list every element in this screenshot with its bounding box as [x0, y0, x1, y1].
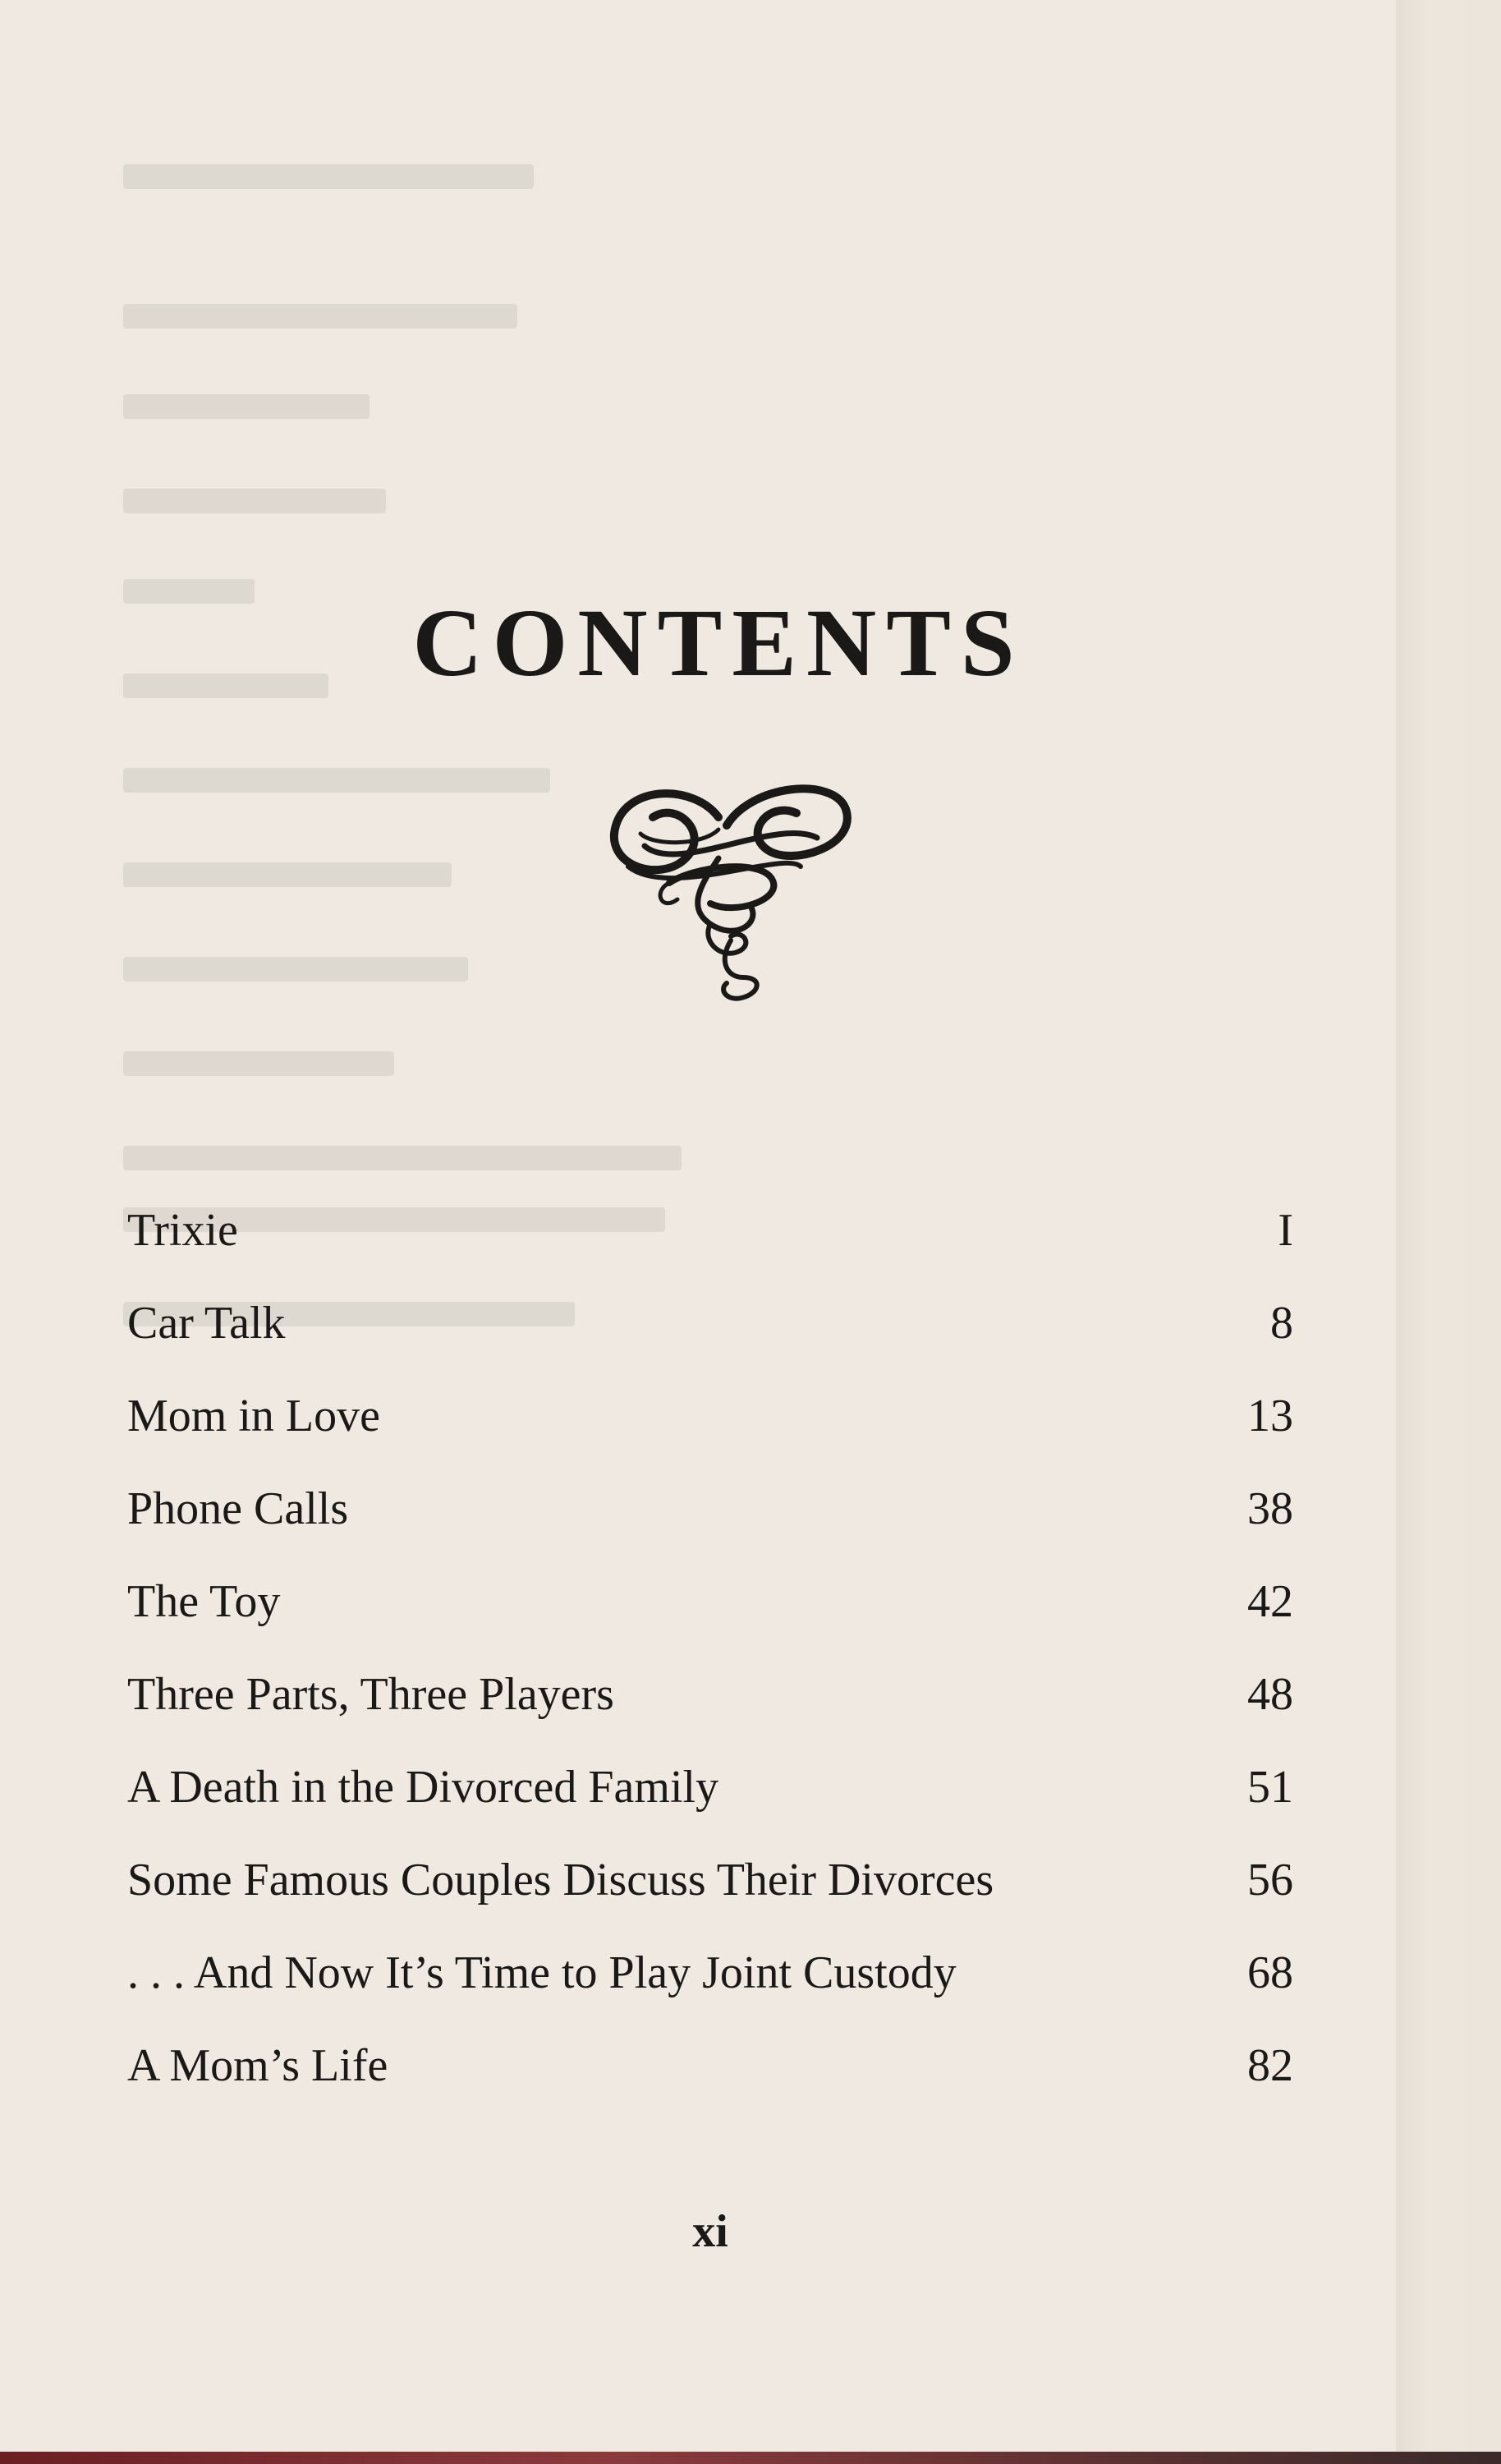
toc-entry-page: 38	[1247, 1483, 1293, 1534]
toc-entry[interactable]	[127, 1748, 1293, 1814]
page-edge	[1396, 0, 1501, 2452]
toc-entry-title: Car Talk	[127, 1298, 286, 1349]
toc-entry-page: 56	[1247, 1855, 1293, 1905]
toc-entry-title: . . . And Now It’s Time to Play Joint Custody	[127, 1947, 957, 1998]
toc-entry-page: 68	[1247, 1947, 1293, 1998]
toc-entry-page: 82	[1247, 2040, 1293, 2091]
page-number: xi	[692, 2206, 728, 2257]
book-cover-edge	[0, 2452, 1501, 2464]
toc-entry-title: Mom in Love	[127, 1391, 380, 1441]
toc-entry[interactable]	[127, 1933, 1293, 1999]
toc-entry-title: The Toy	[127, 1576, 281, 1627]
toc-entry[interactable]	[127, 1562, 1293, 1628]
toc-entry-page: 42	[1247, 1576, 1293, 1627]
toc-entry-page: I	[1278, 1205, 1293, 1256]
page-title: CONTENTS	[412, 589, 1025, 696]
toc-entry[interactable]	[127, 1655, 1293, 1721]
toc-entry-title: Trixie	[127, 1205, 238, 1256]
toc-entry-title: A Mom’s Life	[127, 2040, 388, 2091]
toc-entry[interactable]	[127, 1284, 1293, 1349]
toc-entry-page: 51	[1247, 1762, 1293, 1813]
toc-entry-page: 13	[1247, 1391, 1293, 1441]
toc-entry[interactable]	[127, 1377, 1293, 1442]
toc-entry-title: Phone Calls	[127, 1483, 349, 1534]
toc-entry-title: A Death in the Divorced Family	[127, 1762, 719, 1813]
toc-entry[interactable]	[127, 1469, 1293, 1535]
toc-entry-title: Some Famous Couples Discuss Their Divorces	[127, 1855, 994, 1905]
toc-entry[interactable]	[127, 2026, 1293, 2092]
toc-entry[interactable]	[127, 1841, 1293, 1906]
toc-entry-page: 8	[1270, 1298, 1293, 1349]
toc-entry-title: Three Parts, Three Players	[127, 1669, 614, 1720]
toc-entry-page: 48	[1247, 1669, 1293, 1720]
flourish-ornament-icon	[595, 768, 858, 1006]
toc-entry[interactable]	[127, 1191, 1293, 1257]
